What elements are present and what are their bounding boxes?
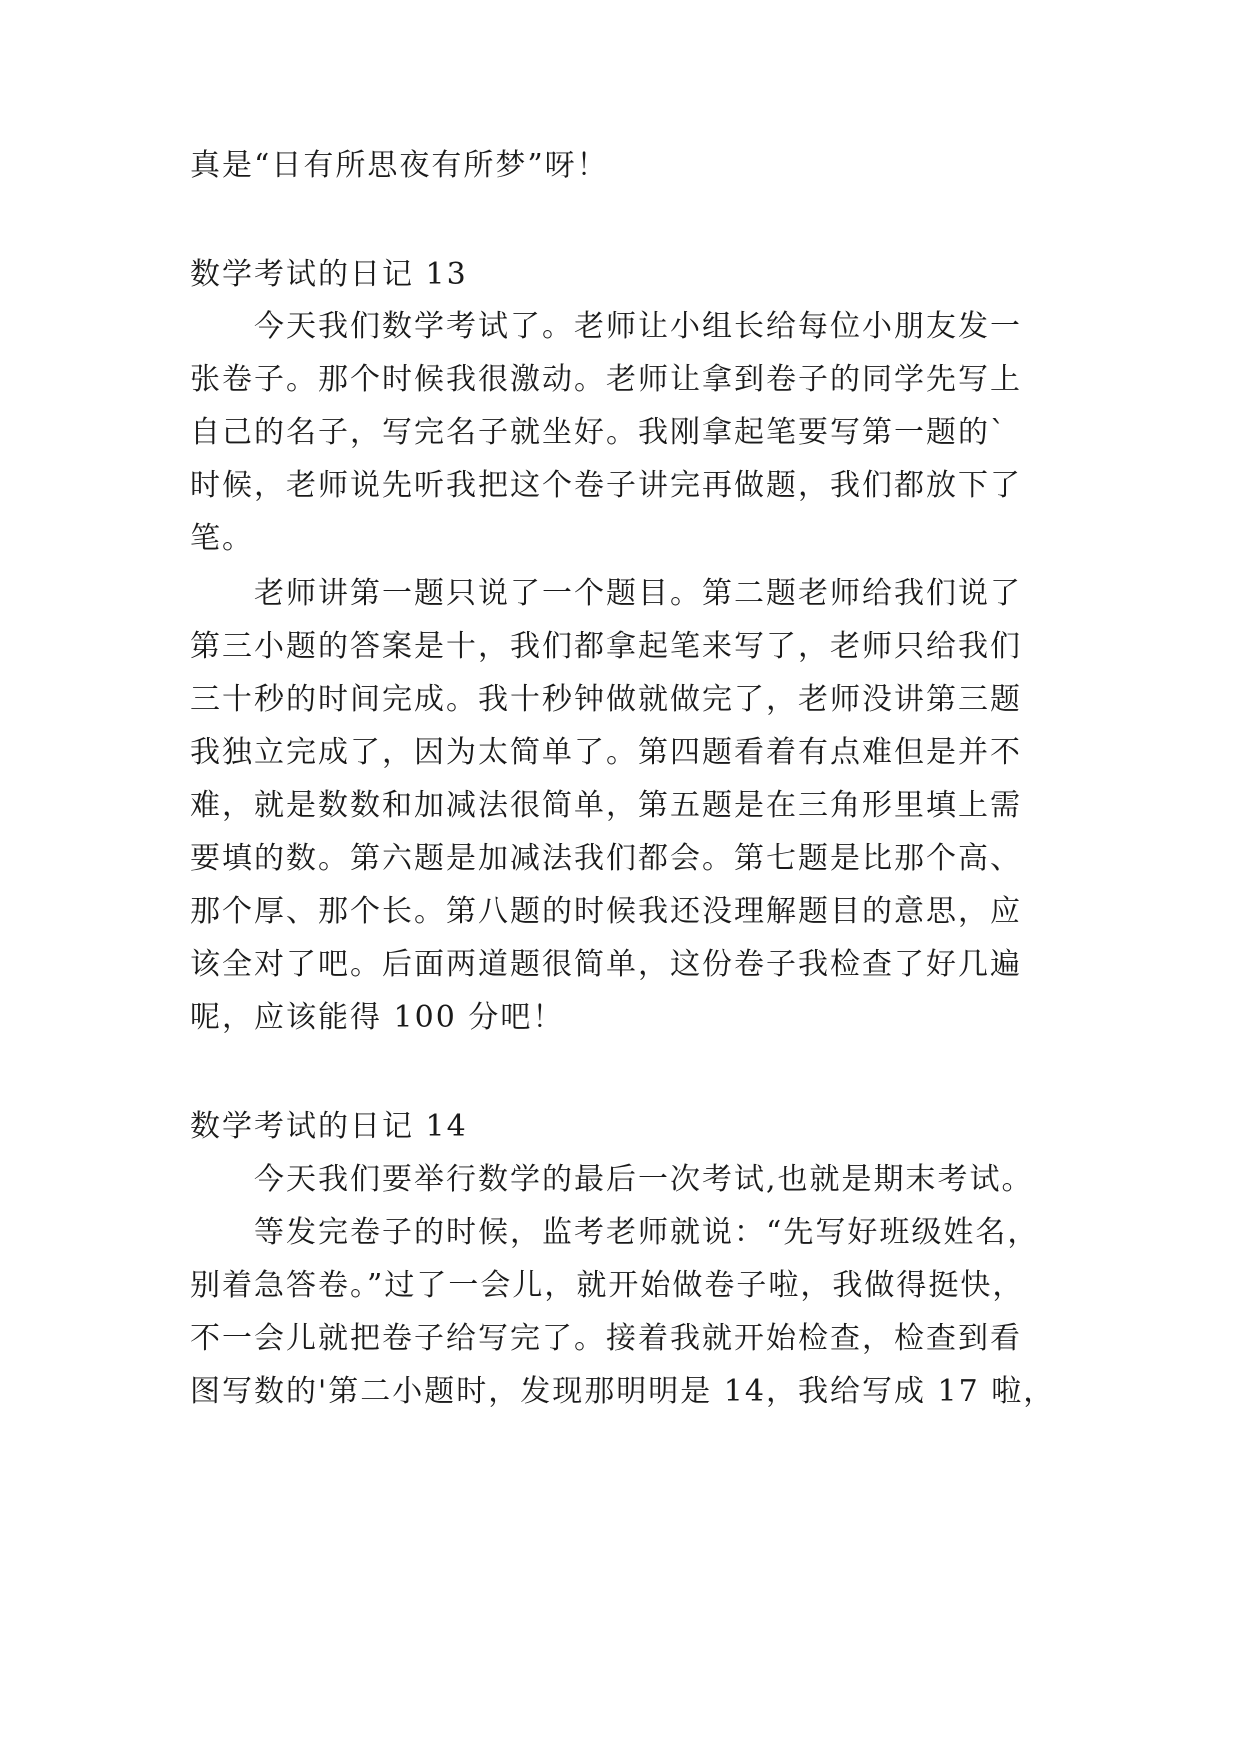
section-13-p2-line-1: 老师讲第一题只说了一个题目。第二题老师给我们说了 — [254, 576, 1022, 611]
section-13-p2-line-9: 呢，应该能得 100 分吧！ — [190, 1000, 565, 1035]
section-13-p2-line-8: 该全对了吧。后面两道题很简单，这份卷子我检查了好几遍 — [190, 947, 1022, 982]
section-13-p1-line-3: 自己的名子，写完名子就坐好。我刚拿起笔要写第一题的` — [190, 415, 1007, 450]
section-13-p1-line-1: 今天我们数学考试了。老师让小组长给每位小朋友发一 — [254, 309, 1022, 344]
section-14-p2-line-4: 图写数的'第二小题时，发现那明明是 14，我给写成 17 啦， — [190, 1374, 1056, 1409]
section-13-p2-line-4: 我独立完成了，因为太简单了。第四题看着有点难但是并不 — [190, 735, 1022, 770]
section-13-p2-line-5: 难，就是数数和加减法很简单，第五题是在三角形里填上需 — [190, 788, 1022, 823]
section-14-p2-line-1: 等发完卷子的时候，监考老师就说：“先写好班级姓名， — [254, 1215, 1040, 1250]
section-13-p2-line-6: 要填的数。第六题是加减法我们都会。第七题是比那个高、 — [190, 841, 1022, 876]
section-13-p2-line-3: 三十秒的时间完成。我十秒钟做就做完了，老师没讲第三题 — [190, 682, 1022, 717]
section-13-p1-line-2: 张卷子。那个时候我很激动。老师让拿到卷子的同学先写上 — [190, 362, 1022, 397]
section-14-p2-line-2: 别着急答卷。”过了一会儿，就开始做卷子啦，我做得挺快， — [190, 1268, 1025, 1303]
intro-line: 真是“日有所思夜有所梦”呀！ — [190, 148, 609, 183]
section-13-p1-line-4: 时候，老师说先听我把这个卷子讲完再做题，我们都放下了 — [190, 468, 1022, 503]
section-13-title: 数学考试的日记 13 — [190, 257, 468, 292]
section-13-p2-line-7: 那个厚、那个长。第八题的时候我还没理解题目的意思，应 — [190, 894, 1022, 929]
section-14-title: 数学考试的日记 14 — [190, 1109, 468, 1144]
section-14-p2-line-3: 不一会儿就把卷子给写完了。接着我就开始检查，检查到看 — [190, 1321, 1022, 1356]
section-13-p1-line-5: 笔。 — [190, 521, 254, 556]
section-14-p1-line-1: 今天我们要举行数学的最后一次考试,也就是期末考试。 — [254, 1162, 1034, 1197]
section-13-p2-line-2: 第三小题的答案是十，我们都拿起笔来写了，老师只给我们 — [190, 629, 1022, 664]
